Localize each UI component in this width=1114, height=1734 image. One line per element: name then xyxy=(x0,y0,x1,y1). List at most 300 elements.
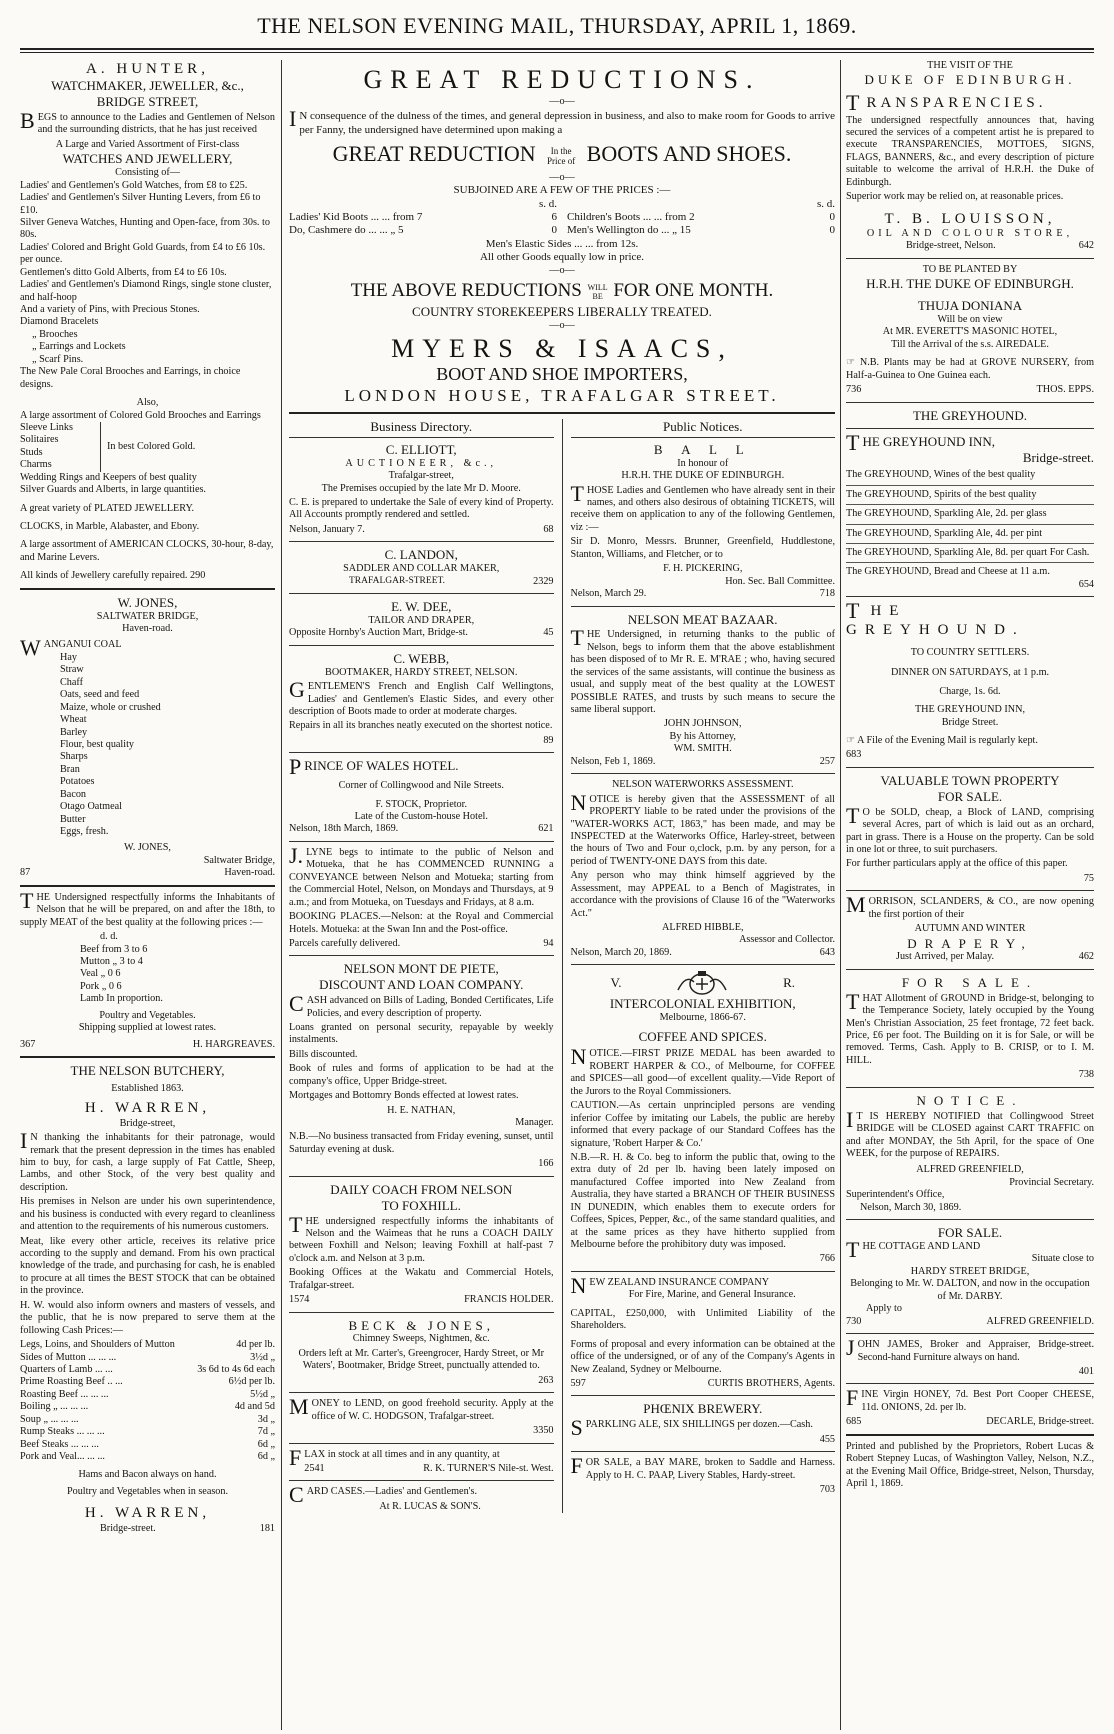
jones-coal: WANGANUI COAL xyxy=(20,635,122,661)
separator: —o— xyxy=(549,264,575,276)
list-item: The GREYHOUND, Wines of the best quality xyxy=(846,466,1094,485)
price-value: 3d „ xyxy=(257,1413,275,1425)
table-row xyxy=(20,1352,275,1364)
list-item: Wedding Rings and Keepers of best quality xyxy=(20,471,197,483)
table-row xyxy=(567,211,835,224)
list-item: Ladies' and Gentlemen's Silver Hunting Levers, from £6 to £10. xyxy=(20,192,261,216)
separator: —o— xyxy=(549,320,575,332)
price-value: 0 xyxy=(829,224,835,237)
column-1 xyxy=(20,60,275,1730)
separator: —o— xyxy=(549,171,575,183)
nzic-title: NEW ZEALAND INSURANCE COMPANY xyxy=(570,1272,770,1298)
coach-text2: Booking Offices at the Wakatu and Commercial Hotels, Trafalgar-street. xyxy=(289,1267,554,1291)
notice-title: NOTICE. xyxy=(916,1092,1024,1108)
ball-date: Nelson, March 29. xyxy=(570,588,647,600)
price-item: Boiling „ ... ... ... xyxy=(20,1401,89,1413)
dee-place: Opposite Hornby's Auction Mart, Bridge-st. xyxy=(289,627,468,639)
divider xyxy=(289,1176,554,1177)
hunter-plated: A great variety of PLATED JEWELLERY. xyxy=(20,502,195,514)
jones-place: SALTWATER BRIDGE, xyxy=(96,610,199,622)
divider xyxy=(846,767,1094,768)
list-item: Ladies' and Gentlemen's Diamond Rings, single stone cluster, and half-hoop xyxy=(20,279,272,303)
mont-text5: Mortgages and Bottomry Bonds effected at lowest rates. xyxy=(289,1090,519,1102)
list-item: The New Pale Coral Brooches and Earrings, in choice designs. xyxy=(20,366,241,390)
mont-sig2: Manager. xyxy=(515,1117,554,1129)
ad-number: 75 xyxy=(1083,872,1094,884)
list-item: The GREYHOUND, Bread and Cheese at 11 a.m. xyxy=(846,566,1050,578)
myers-isaacs: MYERS & ISAACS, xyxy=(391,333,733,363)
royal-arms-row xyxy=(571,970,836,996)
coffee-text2: CAUTION.—As certain unprincipled persons are vending inferior Coffee by imitating our Labels, the public are hereby informed that every package of our Standard Coffees has the signature, 'Robert Harper & Co.' xyxy=(570,1100,835,1149)
list-item: Solitaires xyxy=(20,434,59,446)
price-value: 0 xyxy=(551,224,557,237)
divider xyxy=(846,1087,1094,1088)
divider xyxy=(846,1333,1094,1334)
beck-text: Orders left at Mr. Carter's, Greengrocer, Hardy Street, or Mr Waters', Bootmaker, Bridge Street, punctually attended to. xyxy=(298,1347,545,1372)
elliott-trade: AUCTIONEER, &c., xyxy=(345,457,498,469)
ad-number: 654 xyxy=(1078,578,1094,590)
price-value: 6d „ xyxy=(257,1438,275,1450)
repaired-text: All kinds of Jewellery carefully repaired. xyxy=(20,570,188,582)
price-item: Beef Steaks ... ... ... xyxy=(20,1438,99,1450)
top-rule-thin xyxy=(20,52,1094,53)
transparencies-text: The undersigned respectfully announces that, having secured the services of a competent artist he is prepared to execute TRANSPARENCIES, MOTTOES, SIGNS, FLAGS, BANNERS, &c., and every description of picture suitable to welcome the arrival of H.R.H. the Duke of Edinburgh. xyxy=(846,114,1094,188)
pointing-hand-icon: ☞ xyxy=(846,357,856,369)
country-settlers: TO COUNTRY SETTLERS. xyxy=(910,646,1030,658)
list-item: Barley xyxy=(60,726,88,738)
coach-sig: FRANCIS HOLDER. xyxy=(464,1294,554,1306)
mont-text2: Loans granted on personal security, repayable by weekly instalments. xyxy=(289,1021,554,1046)
till-arrival: Till the Arrival of the s.s. AIREDALE. xyxy=(891,338,1049,350)
transparencies-text2: Superior work may be relied on, at reasonable prices. xyxy=(846,191,1064,203)
water-sig: ALFRED HIBBLE, xyxy=(662,922,744,933)
ball-duke: H.R.H. THE DUKE OF EDINBURGH. xyxy=(621,470,785,482)
price-item: Soup „ ... ... ... xyxy=(20,1413,79,1425)
water-text2: Any person who may think himself aggrieved by the Assessment, may APPEAL to a Bench of Magistrates, in accordance with the provisions of Clause 16 of the "Waterworks Act." xyxy=(570,870,835,919)
dee-name: E. W. DEE, xyxy=(391,599,452,615)
price-item: Roasting Beef ... ... ... xyxy=(20,1388,109,1400)
column-divider-1 xyxy=(281,60,282,1730)
inter-title: INTERCOLONIAL EXHIBITION, xyxy=(609,996,796,1012)
public-notices xyxy=(563,419,836,1513)
list-item: „ Brooches xyxy=(32,328,78,340)
price-item: Sides of Mutton ... ... ... xyxy=(20,1351,117,1363)
list-item: Butter xyxy=(60,813,86,825)
list-item: Charms xyxy=(20,459,52,471)
ad-number: 94 xyxy=(543,937,554,949)
hunter-assort: A Large and Varied Assortment of First-class xyxy=(55,138,240,150)
ad-number: 730 xyxy=(846,1315,862,1327)
list-item: And a variety of Pins, with Precious Stones. xyxy=(20,304,200,315)
town-title2: FOR SALE. xyxy=(937,788,1003,804)
table-row xyxy=(20,1389,275,1401)
lyne-booking: BOOKING PLACES.—Nelson: at the Royal and Commercial Hotels. Motueka: at the Swan Inn and the Post-office. xyxy=(289,911,554,935)
notice-sig: ALFRED GREENFIELD, xyxy=(916,1164,1024,1176)
separator: —o— xyxy=(549,95,575,107)
price-item: Ladies' Kid Boots ... ... from 7 xyxy=(289,211,423,224)
divider xyxy=(571,1395,836,1396)
webb-text2: Repairs in all its branches neatly executed on the shortest notice. xyxy=(289,720,553,732)
coffee-title: COFFEE AND SPICES. xyxy=(638,1028,767,1044)
decarle-sig: DECARLE, Bridge-street. xyxy=(986,1416,1094,1428)
butchery-hams: Hams and Bacon always on hand. xyxy=(78,1469,217,1481)
table-row xyxy=(20,1414,275,1426)
meat-sig2: By his Attorney, xyxy=(669,730,736,742)
ad-number: 3350 xyxy=(533,1425,554,1437)
file-note xyxy=(846,735,1094,747)
ad-number: 2541 xyxy=(304,1462,325,1474)
divider xyxy=(846,969,1094,970)
column-3 xyxy=(846,60,1094,1730)
epps-row xyxy=(846,384,1094,396)
ad-number: 45 xyxy=(543,627,554,639)
will-be: WILL BE xyxy=(587,282,608,301)
ball-text: THOSE Ladies and Gentlemen who have already sent in their names, and others also desirous of obtaining TICKETS, will receive them on application to any of the following Gentlemen, viz :— xyxy=(570,480,835,533)
table-row xyxy=(567,224,835,237)
list-item: Potatoes xyxy=(60,776,95,788)
price-item: Pork and Veal... ... ... xyxy=(20,1451,105,1463)
divider xyxy=(289,645,554,646)
divider xyxy=(20,885,275,887)
elliott-premises: The Premises occupied by the late Mr D. Moore. xyxy=(321,482,521,494)
card-sig: At R. LUCAS & SON'S. xyxy=(379,1500,481,1512)
business-directory-head: Business Directory. xyxy=(289,419,554,438)
hrh-duke: H.R.H. THE DUKE OF EDINBURGH. xyxy=(866,276,1074,292)
divider xyxy=(846,596,1094,597)
price-value: 6 xyxy=(551,211,557,224)
greyhound2-title: THE GREYHOUND. xyxy=(846,598,1025,638)
butchery-sig-row xyxy=(20,1523,275,1535)
water-text: NOTICE is hereby given that the ASSESSMENT of all PROPERTY liable to be rated under the provisions of the "WATER-WORKS ACT, 1863," has been made, and may be INSPECTED at the Waterworks Office, Harley-street, between the hours of Two and Four o,clock, p.m. by any person, for a period of TWENTY-ONE DAYS from this date. xyxy=(570,789,835,867)
for-sale-2: FOR SALE. xyxy=(937,1225,1003,1241)
butchery-title: THE NELSON BUTCHERY, xyxy=(70,1063,225,1079)
ad-number: 290 xyxy=(190,570,206,582)
butchery-p4: H. W. would also inform owners and masters of vessels, and the public, that he is now prepared to serve them at the following Cash Prices:— xyxy=(20,1299,275,1336)
elliott-date-row xyxy=(289,524,554,536)
phoenix-title: PHŒNIX BREWERY. xyxy=(643,1401,763,1417)
price-value: 0 xyxy=(829,211,835,224)
pow-prop: F. STOCK, Proprietor. xyxy=(375,798,468,810)
divider xyxy=(289,752,554,753)
mont-title2: DISCOUNT AND LOAN COMPANY. xyxy=(319,977,524,993)
divider xyxy=(289,1312,554,1313)
butchery-est: Established 1863. xyxy=(111,1082,184,1094)
greyhound-inn4: Bridge Street. xyxy=(941,716,999,728)
table-row xyxy=(20,1451,275,1463)
butchery-sig: H. WARREN, xyxy=(84,1505,211,1522)
jones-sig1: W. JONES, xyxy=(124,842,171,854)
price-item: Prime Roasting Beef .. ... xyxy=(20,1376,123,1388)
ad-number: 455 xyxy=(819,1433,835,1445)
hunter-watches: WATCHES AND JEWELLERY, xyxy=(62,151,233,167)
james-text: JOHN JAMES, Broker and Appraiser, Bridge-street. Second-hand Furniture always on hand. xyxy=(846,1335,1094,1363)
cottage-belonging: Belonging to Mr. W. DALTON, and now in the occupation of Mr. DARBY. xyxy=(850,1278,1090,1302)
mont-title1: NELSON MONT DE PIETE, xyxy=(343,961,499,977)
price-item: Children's Boots ... ... from 2 xyxy=(567,211,695,224)
list-item: The GREYHOUND, Sparkling Ale, 8d. per quart For Cash. xyxy=(846,544,1094,563)
transparencies-title: TRANSPARENCIES. xyxy=(846,90,1047,116)
ad-number: 263 xyxy=(538,1374,554,1386)
dee-trade: TAILOR AND DRAPER, xyxy=(368,614,475,626)
ad-number: 462 xyxy=(1078,951,1094,963)
list-item: Eggs, fresh. xyxy=(60,826,109,838)
list-item: Sharps xyxy=(60,751,88,763)
top-rule xyxy=(20,48,1094,50)
flax-text: FLAX in stock at all times and in any quantity, at xyxy=(289,1444,500,1470)
table-row xyxy=(20,1376,275,1388)
harg-sd: d. d. xyxy=(100,931,118,943)
lyne-text: J.LYNE begs to intimate to the public of Nelson and Motueka, that he has COMMENCED RUNNING a CONVEYANCE between Nelson and Motueka; starting from the Commercial Hotel, Nelson, on Mondays and Thursdays, at 9 a.m.; and from Motueka, on Tuesdays and Fridays, at 8 a.m. xyxy=(289,842,554,908)
hunter-intro: BEGS to announce to the Ladies and Gentlemen of Nelson and the surrounding districts, that he has just received xyxy=(20,108,275,136)
autumn-winter: AUTUMN AND WINTER xyxy=(914,923,1026,935)
duke-heading: DUKE OF EDINBURGH. xyxy=(864,72,1076,88)
business-directory xyxy=(289,419,563,1513)
greyhound-inn: THE GREYHOUND INN, xyxy=(846,430,995,456)
notice-text: IT IS HEREBY NOTIFIED that Collingwood Street BRIDGE will be CLOSED against CART TRAFFIC on and after MONDAY, the 5th April, for the space of One WEEK, for the purpose of REPAIRS. xyxy=(846,1106,1094,1159)
table-row xyxy=(20,1339,275,1351)
mont-sig: H. E. NATHAN, xyxy=(387,1104,456,1116)
price-value: 4d per lb. xyxy=(236,1339,275,1351)
list-item: Veal „ 0 6 xyxy=(80,968,121,980)
country-storekeepers: COUNTRY STOREKEEPERS LIBERALLY TREATED. xyxy=(412,304,712,320)
phoenix-text: SPARKLING ALE, SIX SHILLINGS per dozen.—Cash. xyxy=(570,1415,813,1441)
list-item: The GREYHOUND, Sparkling Ale, 2d. per glass xyxy=(846,505,1094,524)
jones-name: W. JONES, xyxy=(117,594,178,610)
nzic-sub: For Fire, Marine, and General Insurance. xyxy=(628,1289,796,1301)
divider xyxy=(289,1480,554,1481)
file-note-text: A File of the Evening Mail is regularly kept. xyxy=(857,735,1038,747)
coach-title1: DAILY COACH FROM NELSON xyxy=(330,1181,513,1197)
list-item: „ Scarf Pins. xyxy=(32,353,84,365)
butchery-name: H. WARREN, xyxy=(84,1100,211,1117)
hunter-american: A large assortment of AMERICAN CLOCKS, 30-hour, 8-day, and Marine Levers. xyxy=(20,539,274,563)
jones-road: Haven-road. xyxy=(122,623,173,635)
vr-v: V. xyxy=(610,975,622,991)
lyne-row xyxy=(289,938,554,950)
drapery: DRAPERY, xyxy=(907,935,1033,951)
greyhound-inn2: Bridge-street. xyxy=(1022,450,1094,466)
above-reductions-line xyxy=(289,279,835,302)
price-value: 3s 6d to 4s 6d each xyxy=(197,1363,275,1375)
imprint: Printed and published by the Proprietors, Robert Lucas & Robert Stepney Lucas, of Washington Valley, Nelson, N.Z., at the Evening Mail Office, Bridge-street, Nelson, Thursday, April 1, 1869. xyxy=(846,1440,1094,1489)
column-divider-2 xyxy=(840,60,841,1730)
gold-group xyxy=(20,422,275,472)
list-item: Diamond Bracelets xyxy=(20,316,99,328)
mont-nb: N.B.—No business transacted from Friday evening, sunset, until Saturday evening at dusk. xyxy=(289,1131,554,1155)
divider xyxy=(846,258,1094,259)
ad-number: 621 xyxy=(538,823,554,835)
list-item: Straw xyxy=(60,664,84,676)
decarle-row xyxy=(846,1416,1094,1428)
price-item: Do, Cashmere do ... ... „ 5 xyxy=(289,224,404,237)
great-reductions-title: GREAT REDUCTIONS. xyxy=(363,65,761,94)
list-item: Beef from 3 to 6 xyxy=(80,943,148,955)
list-item: Maize, whole or crushed xyxy=(60,701,161,713)
butchery-p2: His premises in Nelson are under his own superintendence, and his business is conducted with every regard to cleanliness and attention to the requirements of his numerous customers. xyxy=(20,1196,275,1233)
honey-text: FINE Virgin HONEY, 7d. Best Port Cooper CHEESE, 11d. ONIONS, 2d. per lb. xyxy=(846,1385,1094,1413)
meat-date: Nelson, Feb 1, 1869. xyxy=(570,755,656,767)
divider xyxy=(571,606,836,607)
divider xyxy=(846,1383,1094,1384)
ball-sig2: Hon. Sec. Ball Committee. xyxy=(725,575,835,587)
column-2 xyxy=(289,60,835,1730)
divider xyxy=(846,1219,1094,1220)
all-other: All other Goods equally low in price. xyxy=(479,251,645,264)
two-column-section xyxy=(289,419,835,1513)
table-row xyxy=(20,1401,275,1413)
list-item: Ladies' Colored and Bright Gold Guards, from £4 to £6 10s. per ounce. xyxy=(20,241,266,266)
hunter-clocks: CLOCKS, in Marble, Alabaster, and Ebony. xyxy=(20,521,200,532)
charge: Charge, 1s. 6d. xyxy=(939,685,1001,697)
table-row xyxy=(20,1364,275,1376)
list-item: Studs xyxy=(20,446,43,458)
sd-header: s. d. xyxy=(816,197,835,210)
divider xyxy=(289,412,835,414)
divider xyxy=(289,841,554,842)
table-row xyxy=(20,1439,275,1451)
water-title: NELSON WATERWORKS ASSESSMENT. xyxy=(611,779,794,791)
divider xyxy=(571,964,836,965)
ad-number: 683 xyxy=(846,749,862,761)
prices-table xyxy=(289,198,835,238)
divider xyxy=(571,773,836,774)
flax-row xyxy=(304,1463,553,1475)
subjoined: SUBJOINED ARE A FEW OF THE PRICES :— xyxy=(453,184,671,197)
ball-names: Sir D. Monro, Messrs. Brunner, Greenfield, Huddlestone, Stanton, Williams, and Fletcher, or to xyxy=(570,536,835,560)
hargreaves-text: THE Undersigned respectfully informs the Inhabitants of Nelson that he will be prepared, on and after the 18th, to supply MEAT of the best quality at the following prices :— xyxy=(20,887,275,928)
list-item: Otago Oatmeal xyxy=(60,801,122,813)
ad-number: 736 xyxy=(846,384,862,396)
ball-honour: In honour of xyxy=(677,457,729,469)
butchery-sig2: Bridge-street. xyxy=(100,1522,156,1534)
coach-text: THE undersigned respectfully informs the inhabitants of Nelson and the Waimeas that he runs a COACH DAILY between Foxhill and Nelson; leaving Foxhill at half-past 7 o'clock a.m. and Nelson at 3 p.m. xyxy=(289,1211,554,1264)
price-item: Men's Wellington do ... „ 15 xyxy=(567,224,691,237)
greyhound-inn3: THE GREYHOUND INN, xyxy=(914,704,1026,716)
landon-name: C. LANDON, xyxy=(384,547,458,563)
list-item: Chaff xyxy=(60,676,84,688)
sd-header: s. d. xyxy=(538,197,557,210)
meat-sig3: WM. SMITH. xyxy=(673,743,732,755)
butchery-poultry: Poultry and Vegetables when in season. xyxy=(66,1485,229,1497)
divider xyxy=(289,955,554,956)
london-house: LONDON HOUSE, TRAFALGAR STREET. xyxy=(344,386,780,406)
cottage-title: THE COTTAGE AND LAND xyxy=(846,1237,981,1262)
ad-number: 766 xyxy=(819,1253,835,1265)
ad-number: 89 xyxy=(543,734,554,746)
meat-title: NELSON MEAT BAZAAR. xyxy=(627,611,778,627)
butchery-p1: IN thanking the inhabitants for their patronage, would remark that the present depression in the times has enabled him to buy, for cash, a large supply of Fat Cattle, Sheep, Lambs, and other Stock, of the very best quality and description. xyxy=(20,1128,275,1193)
boots-and-shoes: BOOTS AND SHOES. xyxy=(586,140,792,166)
card-text: CARD CASES.—Ladies' and Gentlemen's. xyxy=(289,1482,478,1508)
harg-sig: H. HARGREAVES. xyxy=(192,1038,275,1050)
jones-sig3: Haven-road. xyxy=(224,867,275,879)
cottage-situate: Situate close to xyxy=(1031,1253,1094,1265)
webb-text: GENTLEMEN'S French and English Calf Wellingtons, Ladies' and Gentlemen's Elastic Sides, and every other description of Boots made to order at moderate charges. xyxy=(289,677,554,717)
meat-text: THE Undersigned, in returning thanks to the public of Nelson, begs to inform them that the above establishment has been disposed of to Mr R. E. M'RAE ; who, having secured the services of the same assistants, will continue the business as usual, and supply meat of the best quality at the LOWEST POSSIBLE RATES, and trusts by such means to secure the same liberal support. xyxy=(570,625,835,715)
hunter-street: BRIDGE STREET, xyxy=(96,94,199,110)
great-reductions-text: IN consequence of the dulness of the times, and general depression in business, and also to make room for Goods to arrive per Fanny, the undersigned have determined upon making a xyxy=(289,106,835,136)
ad-number: 718 xyxy=(819,588,835,600)
money-text: MONEY to LEND, on good freehold security. Apply at the office of W. C. HODGSON, Trafalgar-street. xyxy=(289,1394,554,1422)
price-value: 6d „ xyxy=(257,1451,275,1463)
best-gold: In best Colored Gold. xyxy=(100,422,275,472)
price-item: Legs, Loins, and Shoulders of Mutton xyxy=(20,1339,175,1351)
prices-left xyxy=(289,198,557,238)
divider xyxy=(20,588,275,590)
louisson-street: Bridge-street, Nelson. xyxy=(906,240,996,252)
ad-number: 68 xyxy=(543,523,554,535)
table-row xyxy=(289,224,557,237)
harg-shipping: Shipping supplied at lowest rates. xyxy=(78,1022,217,1034)
coach-row xyxy=(289,1294,554,1306)
price-value: 3½d „ xyxy=(250,1351,275,1363)
elastic-sides: Men's Elastic Sides ... ... from 12s. xyxy=(485,237,639,250)
list-item: Silver Guards and Alberts, in large quantities. xyxy=(20,484,206,496)
great-reduction-line xyxy=(289,141,835,168)
harg-prices xyxy=(80,944,275,1006)
water-sig2: Assessor and Collector. xyxy=(739,934,835,946)
ad-number: 703 xyxy=(819,1484,835,1496)
louisson-trade: OIL AND COLOUR STORE, xyxy=(866,227,1074,239)
above-reductions: THE ABOVE REDUCTIONS xyxy=(350,280,582,302)
webb-name: C. WEBB, xyxy=(393,650,450,666)
divider xyxy=(846,402,1094,403)
price-value: 7d „ xyxy=(257,1426,275,1438)
epps-sig: THOS. EPPS. xyxy=(1036,384,1094,396)
water-date-row xyxy=(571,947,836,959)
prices-right xyxy=(567,198,835,238)
nzic-row xyxy=(571,1378,836,1390)
pointing-hand-icon: ☞ xyxy=(846,735,856,747)
ad-number: 87 xyxy=(20,867,31,879)
beck-trade: Chimney Sweeps, Nightmen, &c. xyxy=(352,1333,490,1345)
list-item: The GREYHOUND, Sparkling Ale, 4d. per pint xyxy=(846,525,1094,544)
ad-number: 597 xyxy=(570,1377,586,1389)
town-title1: VALUABLE TOWN PROPERTY xyxy=(880,772,1060,788)
ad-number: 738 xyxy=(1078,1069,1094,1081)
nzic-text: Forms of proposal and every information can be obtained at the office of the undersigned, or of any of the Company's Agents in New Zealand, Sydney or Melbourne. xyxy=(570,1338,835,1375)
ball-title: B A L L xyxy=(653,441,752,457)
list-item: Ladies' and Gentlemen's Gold Watches, from £8 to £25. xyxy=(20,179,248,191)
vr-r: R. xyxy=(783,975,795,991)
louisson-name: T. B. LOUISSON, xyxy=(884,210,1056,227)
one-month: FOR ONE MONTH. xyxy=(613,280,774,302)
for-sale-1: FOR SALE. xyxy=(901,974,1039,990)
list-item: Pork „ 0 6 xyxy=(80,980,122,992)
public-notices-head: Public Notices. xyxy=(571,419,836,438)
list-item: The GREYHOUND, Spirits of the best quality xyxy=(846,486,1094,505)
dinner: DINNER ON SATURDAYS, at 1 p.m. xyxy=(890,667,1050,679)
divider xyxy=(289,541,554,542)
hunter-repaired xyxy=(20,570,275,582)
price-value: 4d and 5d xyxy=(234,1401,275,1413)
landon-row xyxy=(289,576,554,588)
lyne-parcels: Parcels carefully delivered. xyxy=(289,937,401,949)
town-text2: For further particulars apply at the office of this paper. xyxy=(846,858,1068,870)
cottage-row xyxy=(846,1316,1094,1328)
jones-sig3-row xyxy=(20,867,275,879)
royal-arms-icon xyxy=(672,970,732,996)
list-item: Oats, seed and feed xyxy=(60,689,140,701)
meat-date-row xyxy=(571,756,836,768)
pow-date: Nelson, 18th March, 1869. xyxy=(289,823,399,835)
list-item: Bran xyxy=(60,763,80,775)
list-item: Gentlemen's ditto Gold Alberts, from £4 to £6 10s. xyxy=(20,266,227,278)
hunter-trade: WATCHMAKER, JEWELLER, &c., xyxy=(51,78,244,94)
hunter-consisting: Consisting of— xyxy=(115,167,180,179)
pow-date-row xyxy=(289,823,554,835)
list-item: Sleeve Links xyxy=(20,421,73,433)
